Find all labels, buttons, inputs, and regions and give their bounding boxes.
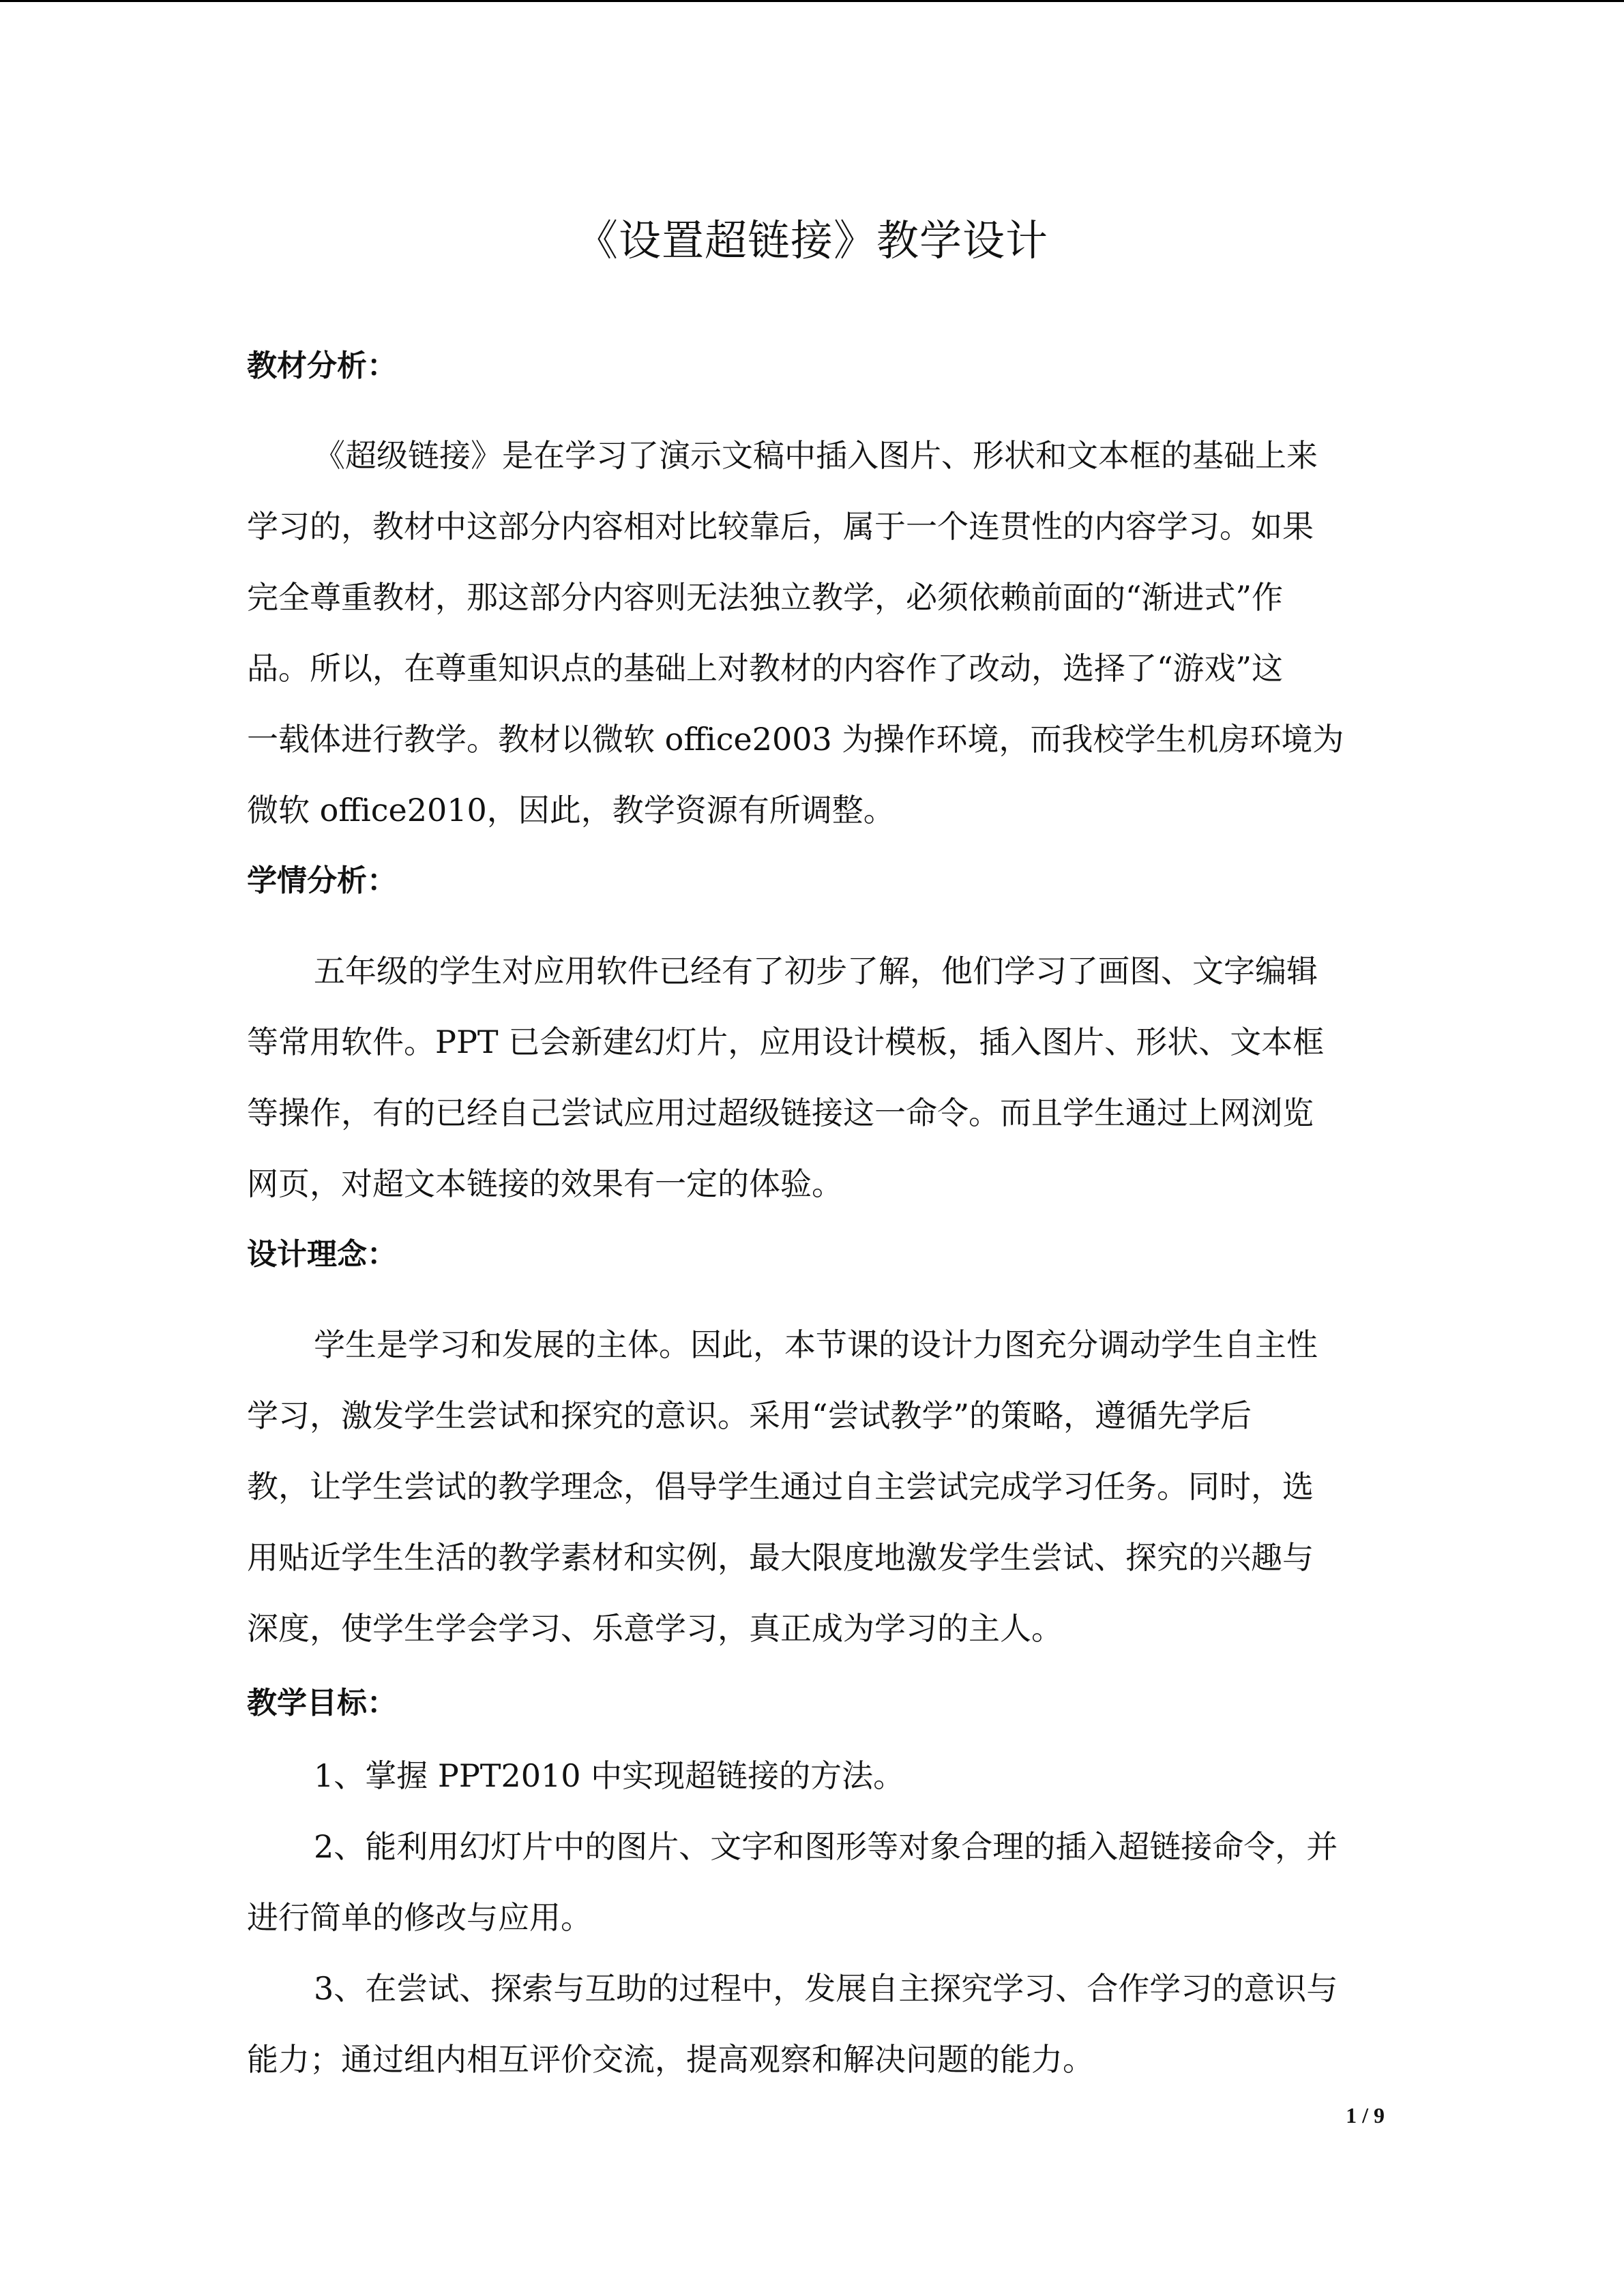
section-heading-textbook-analysis: 教材分析：: [247, 348, 397, 383]
paragraph-line: 用贴近学生生活的教学素材和实例，最大限度地激发学生尝试、探究的兴趣与: [247, 1539, 1314, 1576]
paragraph-line: 《超级链接》是在学习了演示文稿中插入图片、形状和文本框的基础上来: [314, 437, 1318, 474]
section-heading-student-analysis: 学情分析：: [247, 863, 397, 898]
section-heading-design-concept: 设计理念：: [247, 1237, 397, 1272]
paragraph-line: 完全尊重教材，那这部分内容则无法独立教学，必须依赖前面的“渐进式”作: [247, 579, 1284, 616]
paragraph-line: 网页，对超文本链接的效果有一定的体验。: [247, 1165, 843, 1202]
paragraph-line: 五年级的学生对应用软件已经有了初步了解，他们学习了画图、文字编辑: [314, 953, 1318, 989]
page-top-border: [0, 0, 1624, 2]
paragraph-line: 教，让学生尝试的教学理念，倡导学生通过自主尝试完成学习任务。同时，选: [247, 1468, 1314, 1505]
paragraph-line: 学习，激发学生尝试和探究的意识。采用“尝试教学”的策略，遵循先学后: [247, 1397, 1252, 1434]
paragraph-line: 深度，使学生学会学习、乐意学习，真正成为学习的主人。: [247, 1610, 1063, 1647]
paragraph-line: 学习的，教材中这部分内容相对比较靠后，属于一个连贯性的内容学习。如果: [247, 508, 1314, 545]
paragraph-line: 等常用软件。PPT 已会新建幻灯片，应用设计模板，插入图片、形状、文本框: [247, 1024, 1325, 1060]
paragraph-line: 学生是学习和发展的主体。因此，本节课的设计力图充分调动学生自主性: [314, 1326, 1318, 1363]
objective-item: 3、在尝试、探索与互助的过程中，发展自主探究学习、合作学习的意识与: [314, 1970, 1338, 2007]
document-title: 《设置超链接》教学设计: [575, 215, 1048, 265]
section-heading-teaching-objectives: 教学目标：: [247, 1686, 397, 1720]
objective-item: 2、能利用幻灯片中的图片、文字和图形等对象合理的插入超链接命令，并: [314, 1828, 1338, 1865]
objective-item: 1、掌握 PPT2010 中实现超链接的方法。: [314, 1757, 905, 1794]
paragraph-line: 微软 office2010，因此，教学资源有所调整。: [247, 792, 895, 829]
page-number: 1 / 9: [1346, 2103, 1385, 2128]
paragraph-line: 一载体进行教学。教材以微软 office2003 为操作环境，而我校学生机房环境为: [247, 721, 1344, 758]
paragraph-line: 品。所以，在尊重知识点的基础上对教材的内容作了改动，选择了“游戏”这: [247, 650, 1284, 687]
paragraph-line: 等操作，有的已经自己尝试应用过超级链接这一命令。而且学生通过上网浏览: [247, 1094, 1314, 1131]
paragraph-line: 能力；通过组内相互评价交流，提高观察和解决问题的能力。: [247, 2041, 1094, 2078]
paragraph-line: 进行简单的修改与应用。: [247, 1899, 592, 1936]
